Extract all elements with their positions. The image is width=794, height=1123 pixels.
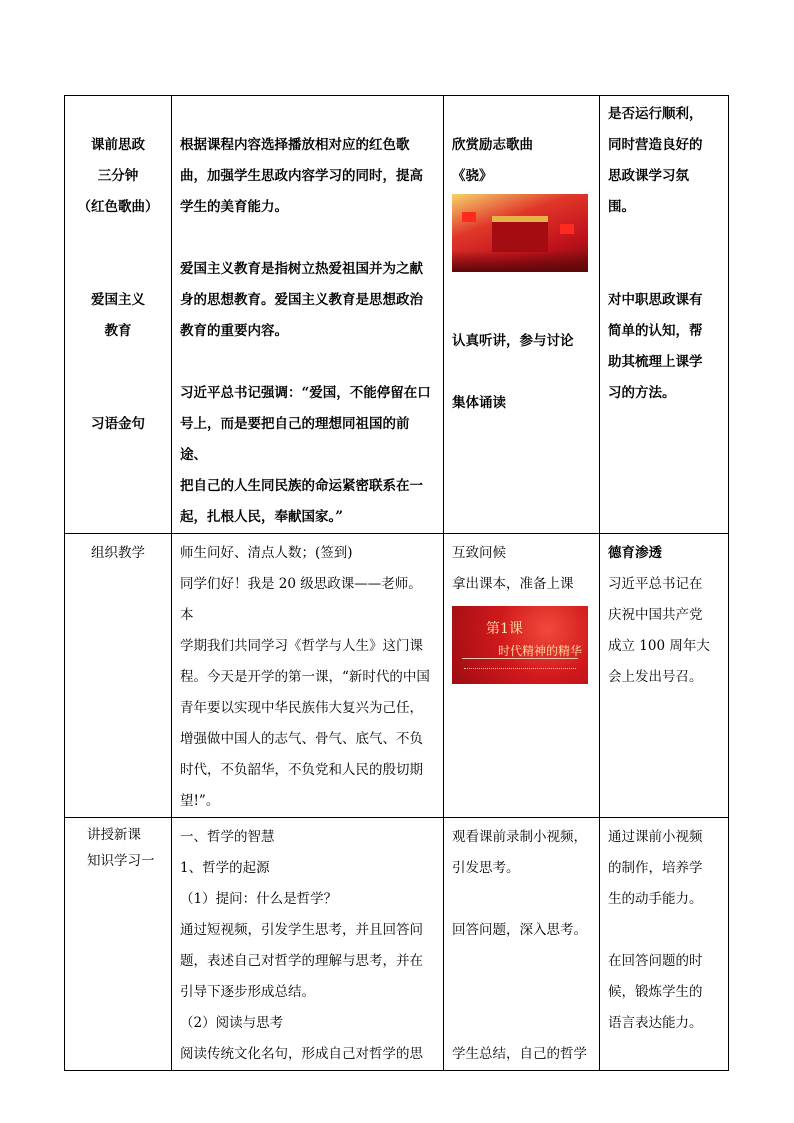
text-line: 对中职思政课有 <box>608 292 703 308</box>
text-line: 回答问题，深入思考。 <box>452 922 587 938</box>
stage-label: 知识学习一 <box>87 853 155 869</box>
text-line: 1、哲学的起源 <box>180 860 270 876</box>
lesson-plan-table <box>64 95 729 1071</box>
row1-col3 <box>444 96 600 534</box>
text-line: 时代，不负韶华，不负党和人民的殷切期 <box>180 762 423 778</box>
text-line: 引导下逐步形成总结。 <box>180 984 315 1000</box>
row1-col1 <box>65 96 172 534</box>
stage-label: （红色歌曲） <box>77 199 159 215</box>
stage-label: 讲授新课 <box>87 827 141 843</box>
row3-col3 <box>444 818 600 1071</box>
text-line: 认真听讲，参与讨论 <box>452 333 574 349</box>
text-line: 通过课前小视频 <box>608 829 703 845</box>
text-line: 引发思考。 <box>452 860 520 876</box>
text-line: 拿出课本，准备上课 <box>452 576 574 592</box>
tiananmen-graphic <box>492 216 548 252</box>
row3-col2 <box>172 818 444 1071</box>
text-line: 围。 <box>608 199 635 215</box>
text-line: 会上发出号召。 <box>608 669 703 685</box>
text-line: （1）提问：什么是哲学？ <box>180 891 338 907</box>
text-line: 是否运行顺利， <box>608 106 703 122</box>
text-line: 青年要以实现中华民族伟大复兴为己任， <box>180 700 423 716</box>
text-line: 候，锻炼学生的 <box>608 984 703 1000</box>
slide-title: 第1课 <box>486 621 523 637</box>
stage-label: 课前思政 <box>91 137 145 153</box>
text-line: 学期我们共同学习《哲学与人生》这门课 <box>180 638 423 654</box>
text-line: 爱国主义教育是指树立热爱祖国并为之献 <box>180 261 423 277</box>
row2-col1 <box>65 534 172 818</box>
stage-label: 习语金句 <box>91 416 145 432</box>
text-line: 阅读传统文化名句，形成自己对哲学的思 <box>180 1046 423 1062</box>
text-line: 简单的认知，帮 <box>608 323 703 339</box>
text-line: 习的方法。 <box>608 385 676 401</box>
table-row <box>65 96 729 534</box>
text-line: 成立 100 周年大 <box>608 638 710 654</box>
row1-col4 <box>600 96 729 534</box>
text-line: 的制作，培养学 <box>608 860 703 876</box>
text-line: 同时营造良好的 <box>608 137 703 153</box>
text-line: 把自己的人生同民族的命运紧密联系在一 <box>180 478 423 494</box>
row2-col3 <box>444 534 600 818</box>
row2-col4 <box>600 534 729 818</box>
text-line: 根据课程内容选择播放相对应的红色歌 <box>180 137 410 153</box>
slide-subtitle: 时代精神的精华 <box>498 644 583 658</box>
text-line: 语言表达能力。 <box>608 1015 703 1031</box>
text-line: 习近平总书记强调：“爱国，不能停留在口 <box>180 385 431 401</box>
text-line: 题，表述自己对哲学的理解与思考，并在 <box>180 953 423 969</box>
text-line: 生的动手能力。 <box>608 891 703 907</box>
text-line: 学生总结，自己的哲学 <box>452 1046 587 1062</box>
text-line: 欣赏励志歌曲 <box>452 137 533 153</box>
text-line: 曲，加强学生思政内容学习的同时，提高 <box>180 168 423 184</box>
flag-icon <box>462 212 476 222</box>
text-line: 增强做中国人的志气、骨气、底气、不负 <box>180 731 423 747</box>
row3-col4 <box>600 818 729 1071</box>
row1-col2 <box>172 96 444 534</box>
text-line: 在回答问题的时 <box>608 953 703 969</box>
text-line: 教育的重要内容。 <box>180 323 288 339</box>
text-line: 通过短视频，引发学生思考，并且回答问 <box>180 922 423 938</box>
text-line: 思政课学习氛 <box>608 168 689 184</box>
text-line: 望!”。 <box>180 793 220 809</box>
text-line: 同学们好！我是 20 级思政课——老师。本 <box>180 576 422 623</box>
text-line: 一、哲学的智慧 <box>180 829 275 845</box>
text-line: 互致问候 <box>452 545 506 561</box>
text-line: 助其梳理上课学 <box>608 354 703 370</box>
text-line: 身的思想教育。爱国主义教育是思想政治 <box>180 292 423 308</box>
stage-label: 爱国主义 <box>91 292 145 308</box>
course-slide-image <box>452 606 588 684</box>
text-line: 《骁》 <box>452 168 493 184</box>
text-line: 德育渗透 <box>608 545 662 561</box>
stage-label: 三分钟 <box>97 168 139 184</box>
stage-label: 组织教学 <box>91 545 145 561</box>
text-line: （2）阅读与思考 <box>180 1015 284 1031</box>
text-line: 师生问好、清点人数；(签到) <box>180 545 353 561</box>
text-line: 集体诵读 <box>452 395 506 411</box>
text-line: 号上，而是要把自己的理想同祖国的前途、 <box>180 416 410 463</box>
row3-col1 <box>65 818 172 1071</box>
table-row <box>65 534 729 818</box>
text-line: 习近平总书记在 <box>608 576 703 592</box>
text-line: 程。今天是开学的第一课，“新时代的中国 <box>180 669 430 685</box>
red-song-image <box>452 194 588 272</box>
table-row <box>65 818 729 1071</box>
text-line: 起，扎根人民，奉献国家。” <box>180 509 344 525</box>
row2-col2 <box>172 534 444 818</box>
text-line: 观看课前录制小视频， <box>452 829 587 845</box>
flag-icon <box>560 224 574 234</box>
text-line: 庆祝中国共产党 <box>608 607 703 623</box>
stage-label: 教育 <box>104 323 132 339</box>
text-line: 学生的美育能力。 <box>180 199 288 215</box>
